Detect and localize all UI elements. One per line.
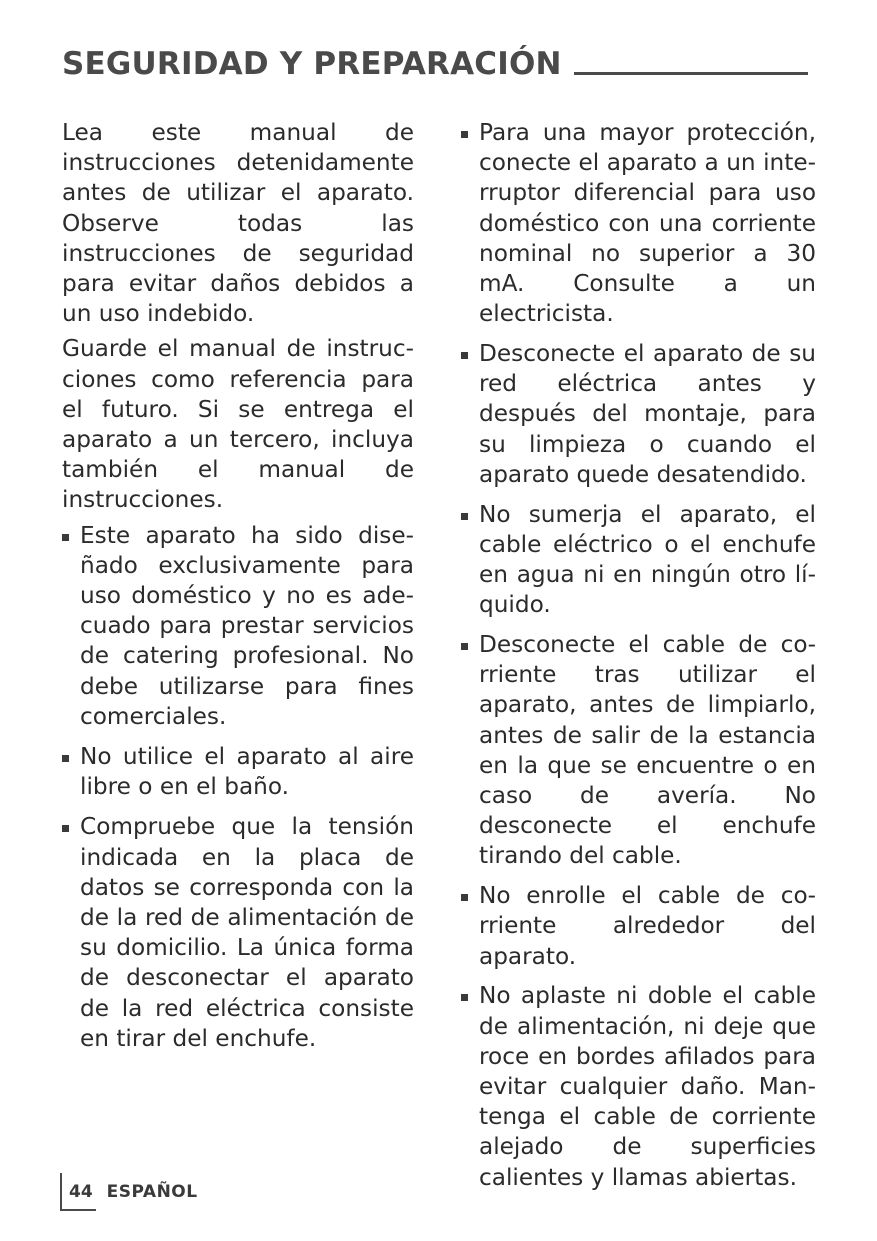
- footer-base-rule: [60, 1209, 96, 1211]
- list-item-text: Desconecte el aparato de su red eléctrica antes y después del montaje, para su limpieza o cuando el aparato quede desatendido.: [479, 340, 816, 488]
- list-item-text: Compruebe que la tensión indicada en la placa de datos se corresponda con la de la red de alimentación de su domicilio. La única forma de desconectar el aparato de la red eléctrica consiste en tirar del enchufe.: [80, 813, 414, 1052]
- list-item-text: No aplaste ni doble el cable de alimentación, ni deje que roce en bordes afilados para evitar cualquier daño. Mantenga el cable de corriente alejado de superficies calientes y llamas abiertas.: [479, 982, 816, 1191]
- list-item-text: Desconecte el cable de corriente tras utilizar el aparato, antes de limpiarlo, antes de salir de la estancia en la que se encuentre o en caso de avería. No desconecte el enchufe tirando del cable.: [479, 631, 816, 870]
- intro-paragraph-1: Lea este manual de instrucciones detenidamente antes de utilizar el aparato. Observe todas las instrucciones de seguridad para evitar daños debidos a un uso indebido.: [62, 119, 414, 328]
- bullet-square-icon: [62, 755, 69, 762]
- list-item-text: No utilice el aparato al aire libre o en el baño.: [80, 743, 414, 801]
- page-footer: [60, 1173, 198, 1211]
- list-item: [461, 981, 816, 1192]
- page-number: 44: [69, 1182, 93, 1202]
- bullet-square-icon: [461, 894, 468, 901]
- bullet-square-icon: [62, 825, 69, 832]
- header-rule: [574, 72, 808, 75]
- list-item: [62, 812, 414, 1054]
- list-item: [62, 742, 414, 802]
- bullet-square-icon: [461, 352, 468, 359]
- language-label: ESPAÑOL: [106, 1182, 198, 1202]
- list-item: [62, 521, 414, 732]
- right-bullet-list: [461, 118, 816, 1193]
- bullet-square-icon: [461, 994, 468, 1001]
- intro-paragraph-2: Guarde el manual de instrucciones como referencia para el futuro. Si se entrega el aparato a un tercero, incluya también el manual de instrucciones.: [62, 335, 414, 514]
- list-item: [461, 881, 816, 972]
- right-column: [461, 118, 816, 1202]
- list-item-text: No enrolle el cable de corriente alrededor del aparato.: [479, 882, 816, 970]
- page-header: [62, 44, 808, 84]
- bullet-square-icon: [461, 131, 468, 138]
- list-item: [461, 339, 816, 490]
- left-bullet-list: [62, 521, 414, 1054]
- list-item-text: Este aparato ha sido diseñado exclusivamente para uso doméstico y no es adecuado para prestar servicios de catering profesional. No debe utilizarse para fines comerciales.: [80, 521, 414, 730]
- list-item-text: No sumerja el aparato, el cable eléctrico o el enchufe en agua ni en ningún otro líquido.: [479, 500, 816, 619]
- bullet-square-icon: [461, 513, 468, 520]
- left-column: [62, 118, 414, 1064]
- footer-vertical-rule: [60, 1173, 62, 1211]
- list-item: [461, 118, 816, 329]
- list-item: [461, 630, 816, 872]
- bullet-square-icon: [62, 534, 69, 541]
- list-item-text: Para una mayor protección, conecte el aparato a un interruptor diferencial para uso doméstico con una corriente nominal no superior a 30 mA. Consulte a un electricista.: [479, 119, 816, 328]
- bullet-square-icon: [461, 643, 468, 650]
- page-title: SEGURIDAD Y PREPARACIÓN: [62, 46, 562, 82]
- list-item: [461, 500, 816, 621]
